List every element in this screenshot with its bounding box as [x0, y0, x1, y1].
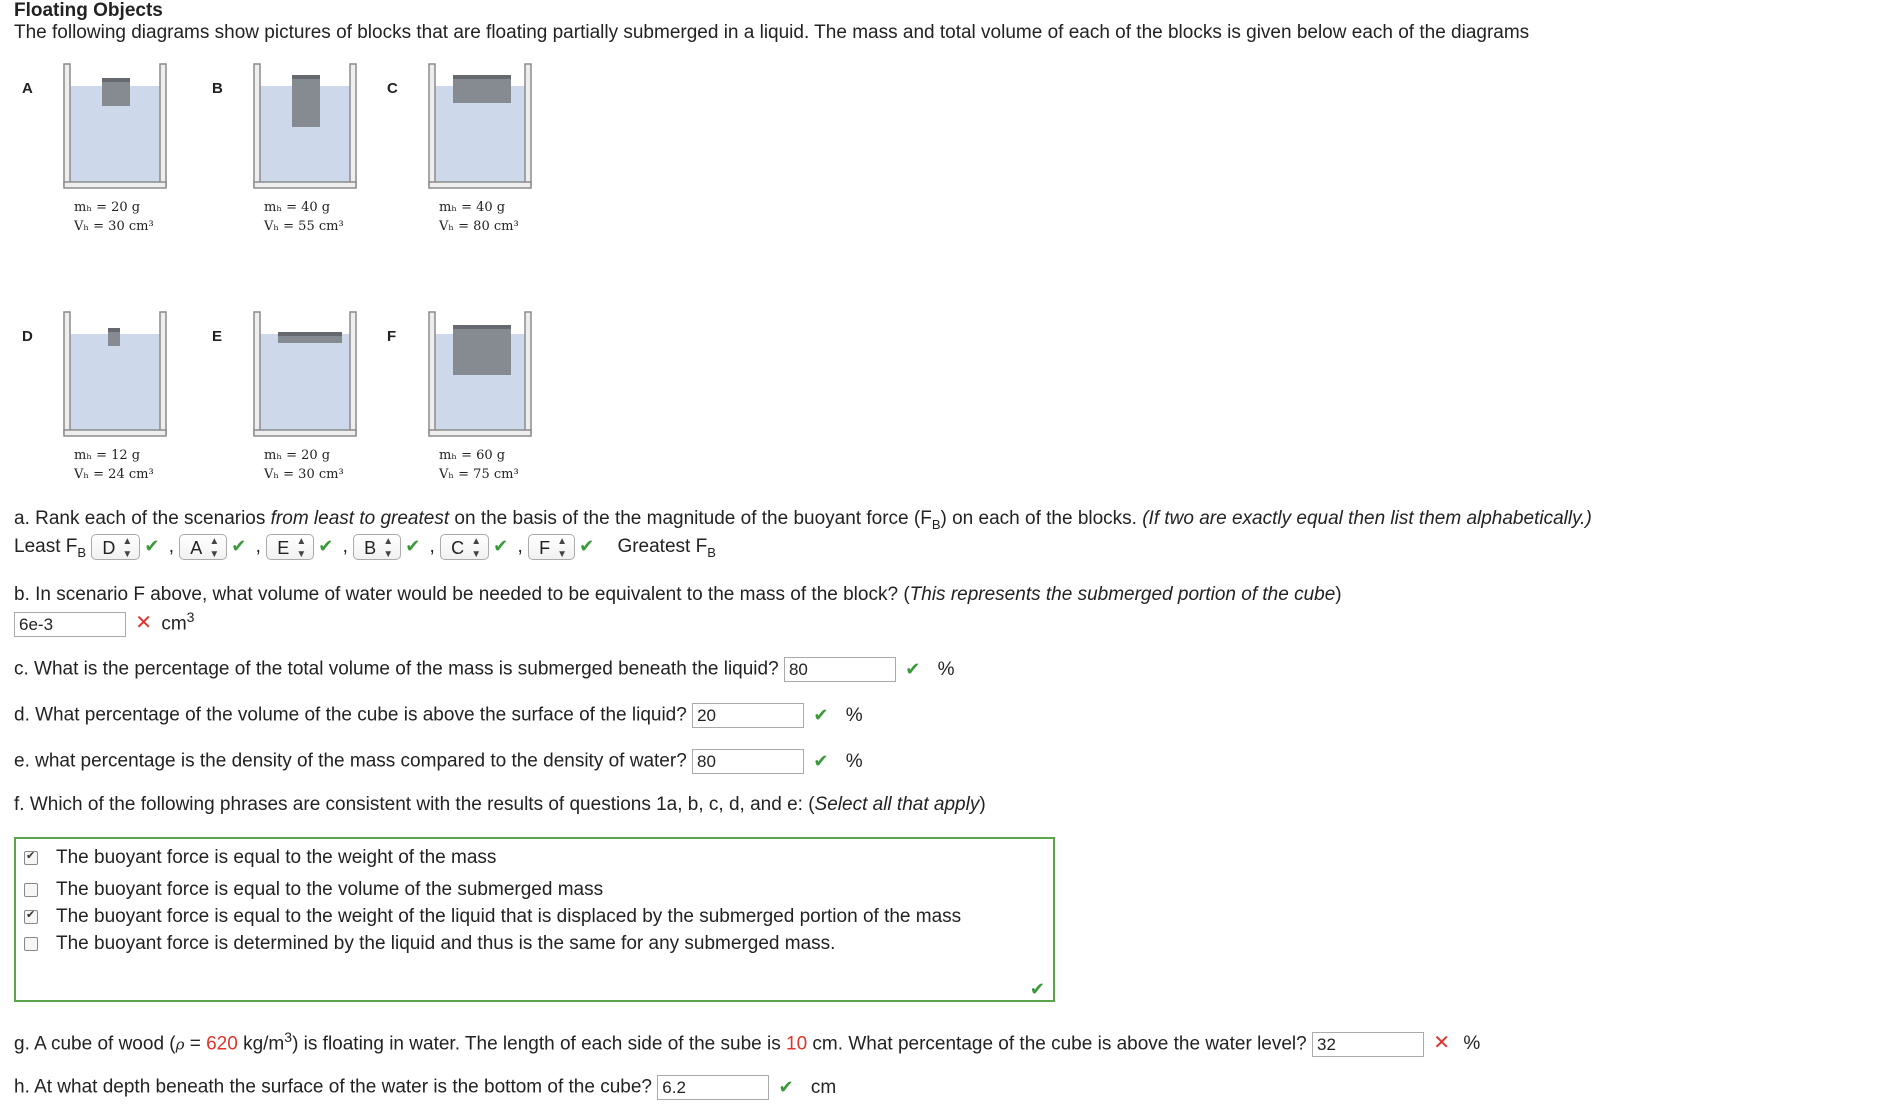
diagram-letter: C: [387, 80, 398, 97]
block: [102, 78, 130, 106]
volume-label: Vₕ = 30 cm³: [74, 219, 154, 234]
separator: ,: [163, 536, 180, 558]
answer-h-input[interactable]: 6.2: [657, 1075, 769, 1100]
rank-value: F: [539, 538, 551, 558]
answer-e-input[interactable]: 80: [692, 749, 804, 774]
correct-icon: ✔: [1029, 979, 1045, 999]
liquid: [260, 334, 350, 430]
tank-left-wall: [429, 64, 435, 186]
volume-label: Vₕ = 55 cm³: [264, 219, 344, 234]
correct-icon: ✔: [905, 658, 921, 679]
tank-bottom: [254, 182, 356, 188]
liquid: [70, 334, 160, 430]
question-b: b. In scenario F above, what volume of water would be needed to be equivalent to the mass of the block? (This represents the submerged portion of the cube): [14, 584, 1342, 605]
diagram-letter: B: [212, 80, 223, 97]
rank-value: C: [451, 538, 465, 558]
tank-drawing: [427, 62, 537, 192]
separator: ,: [250, 536, 267, 558]
block-top: [453, 325, 511, 329]
tank-drawing: [252, 62, 362, 192]
option-label: The buoyant force is equal to the weight of the liquid that is displaced by the submerged portion of the mass: [56, 906, 962, 927]
tank-drawing: [252, 310, 362, 440]
intro-text: The following diagrams show pictures of blocks that are floating partially submerged in a liquid. The mass and total volume of each of the blocks is given below each of the diagrams: [14, 22, 1530, 43]
rank-select-3[interactable]: [266, 534, 314, 560]
diagram-caption: [264, 198, 344, 236]
block: [292, 75, 320, 127]
rank-select-6[interactable]: [528, 534, 575, 560]
updown-arrow-icon: ▲ ▼: [296, 536, 307, 560]
page-title: Floating Objects: [14, 0, 163, 21]
checkbox[interactable]: [24, 883, 38, 897]
option-label: The buoyant force is equal to the weight of the mass: [56, 847, 497, 868]
correct-icon: ✔: [778, 1076, 794, 1097]
option-row[interactable]: [24, 933, 835, 963]
diagram-f: [387, 310, 567, 500]
block: [453, 75, 511, 103]
question-d: d. What percentage of the volume of the cube is above the surface of the liquid? 20 ✔ %: [14, 703, 863, 728]
tank-left-wall: [429, 312, 435, 434]
rank-select-2[interactable]: [179, 534, 227, 560]
diagram-letter: D: [22, 328, 33, 345]
updown-arrow-icon: ▲ ▼: [557, 536, 568, 560]
option-row[interactable]: [24, 847, 496, 877]
diagram-caption: [74, 198, 154, 236]
tank-bottom: [254, 430, 356, 436]
correct-icon: ✔: [493, 536, 509, 557]
correct-icon: ✔: [231, 536, 247, 557]
rank-select-5[interactable]: [440, 534, 489, 560]
tank-right-wall: [160, 64, 166, 186]
diagram-caption: [74, 446, 154, 484]
diagram-caption: [439, 198, 519, 236]
mass-label: mₕ = 60 g: [439, 448, 506, 463]
checkbox[interactable]: [24, 910, 38, 924]
answer-c-input[interactable]: 80: [784, 657, 896, 682]
option-row[interactable]: [24, 906, 961, 936]
mass-label: mₕ = 40 g: [264, 200, 331, 215]
diagram-c: [387, 62, 567, 252]
tank-drawing: [62, 62, 172, 192]
tank-left-wall: [64, 64, 70, 186]
diagram-letter: A: [22, 80, 33, 97]
diagram-caption: [439, 446, 519, 484]
correct-icon: ✔: [813, 704, 829, 725]
block-top: [292, 75, 320, 79]
diagram-b: [212, 62, 392, 252]
mass-label: mₕ = 40 g: [439, 200, 506, 215]
rank-select-4[interactable]: [353, 534, 401, 560]
question-a: a. Rank each of the scenarios from least to greatest on the basis of the the magnitude of the buoyant force $(F_B)$ on each of the blocks. (If two are exactly equal then list them alphabetically.): [14, 508, 1592, 532]
block-top: [102, 78, 130, 82]
tank-left-wall: [254, 312, 260, 434]
updown-arrow-icon: ▲ ▼: [383, 536, 394, 560]
tank-bottom: [64, 430, 166, 436]
rank-value: A: [190, 538, 203, 558]
updown-arrow-icon: ▲ ▼: [209, 536, 220, 560]
tank-left-wall: [64, 312, 70, 434]
block-top: [108, 328, 120, 332]
volume-label: Vₕ = 24 cm³: [74, 467, 154, 482]
updown-arrow-icon: ▲ ▼: [471, 536, 482, 560]
question-h: h. At what depth beneath the surface of the water is the bottom of the cube? 6.2 ✔ cm: [14, 1075, 836, 1100]
updown-arrow-icon: ▲ ▼: [122, 536, 133, 560]
block-top: [453, 75, 511, 79]
tank-left-wall: [254, 64, 260, 186]
tank-right-wall: [525, 312, 531, 434]
answer-b-input[interactable]: 6e-3: [14, 612, 126, 637]
diagram-letter: F: [387, 328, 397, 345]
question-f: f. Which of the following phrases are consistent with the results of questions 1a, b, c, d, and e: (Select all that apply): [14, 794, 986, 815]
option-label: The buoyant force is determined by the liquid and thus is the same for any submerged mass.: [56, 933, 836, 954]
diagram-d: [22, 310, 202, 500]
tank-bottom: [64, 182, 166, 188]
separator: ,: [424, 536, 441, 558]
tank-bottom: [429, 182, 531, 188]
tank-drawing: [427, 310, 537, 440]
checkbox[interactable]: [24, 851, 38, 865]
tank-right-wall: [350, 312, 356, 434]
mass-label: mₕ = 20 g: [74, 200, 141, 215]
mass-label: mₕ = 20 g: [264, 448, 331, 463]
diagram-a: [22, 62, 202, 252]
answer-b-row: 6e-3 ✕ $cm^3$: [14, 609, 194, 637]
rank-value: D: [102, 538, 116, 558]
separator: ,: [512, 536, 529, 558]
tank-drawing: [62, 310, 172, 440]
diagram-e: [212, 310, 392, 500]
tank-right-wall: [160, 312, 166, 434]
mass-label: mₕ = 12 g: [74, 448, 141, 463]
incorrect-icon: ✕: [1433, 1032, 1451, 1055]
volume-label: Vₕ = 75 cm³: [439, 467, 519, 482]
tank-right-wall: [350, 64, 356, 186]
question-e: e. what percentage is the density of the mass compared to the density of water? 80 ✔ %: [14, 749, 863, 774]
rank-select-1[interactable]: [91, 534, 140, 560]
question-c: c. What is the percentage of the total volume of the mass is submerged beneath the liquid? 80 ✔ %: [14, 657, 955, 682]
correct-icon: ✔: [579, 536, 595, 557]
option-row[interactable]: [24, 879, 603, 909]
tank-right-wall: [525, 64, 531, 186]
question-g: g. A cube of wood (ρ = 620 $kg/m^3$) is floating in water. The length of each side of the sube is 10 cm. What percentage of the cube is above the water level? 32 ✕ %: [14, 1029, 1480, 1057]
rank-value: B: [364, 538, 377, 558]
diagram-letter: E: [212, 328, 223, 345]
correct-icon: ✔: [813, 750, 829, 771]
rank-value: E: [277, 538, 290, 558]
block: [453, 325, 511, 375]
correct-icon: ✔: [318, 536, 334, 557]
options-box: [14, 837, 1055, 1002]
option-label: The buoyant force is equal to the volume of the submerged mass: [56, 879, 604, 900]
checkbox[interactable]: [24, 937, 38, 951]
block-top: [278, 332, 342, 336]
volume-label: Vₕ = 30 cm³: [264, 467, 344, 482]
volume-label: Vₕ = 80 cm³: [439, 219, 519, 234]
diagram-caption: [264, 446, 344, 484]
incorrect-icon: ✕: [135, 612, 153, 635]
ranking-row: Least $F_B$ D ▲ ▼ ✔ , A ▲ ▼ ✔ , E ▲ ▼ ✔ , B ▲ ▼ ✔ , C ▲ ▼ ✔ , F ▲ ▼ ✔ Greatest $F_B$: [14, 536, 716, 560]
tank-bottom: [429, 430, 531, 436]
answer-g-input[interactable]: 32: [1312, 1032, 1424, 1057]
separator: ,: [337, 536, 354, 558]
correct-icon: ✔: [405, 536, 421, 557]
correct-icon: ✔: [144, 536, 160, 557]
answer-d-input[interactable]: 20: [692, 703, 804, 728]
